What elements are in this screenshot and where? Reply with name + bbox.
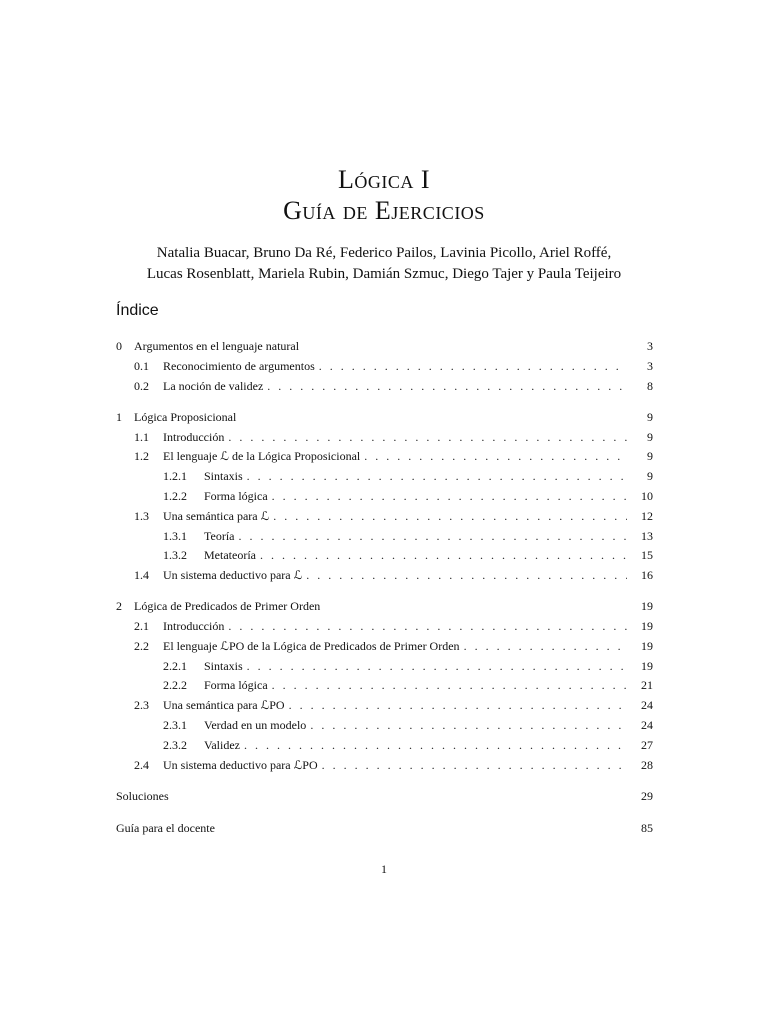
toc-entry-subsection[interactable] [116, 487, 653, 505]
toc-leader-dots [272, 487, 627, 505]
toc-leader-dots [238, 527, 627, 545]
authors-line-2: Lucas Rosenblatt, Mariela Rubin, Damián Szmuc, Diego Tajer y Paula Teijeiro [146, 266, 622, 282]
toc-leader-dots [247, 467, 627, 485]
toc-title: Una semántica para ℒ [163, 509, 270, 523]
toc-page: 3 [647, 359, 653, 373]
toc-leader-dots [244, 736, 627, 754]
toc-leader-dots [364, 447, 627, 465]
toc-entry-chapter[interactable] [116, 337, 653, 355]
toc-title: Sintaxis [204, 469, 243, 483]
toc-number: 1.4 [134, 568, 149, 582]
toc-number: 2.3.1 [163, 718, 187, 732]
toc-entry-section[interactable] [116, 696, 653, 714]
toc-entry-soluciones[interactable] [116, 787, 653, 805]
toc-title: Verdad en un modelo [204, 718, 307, 732]
toc-number: 1.3.1 [163, 529, 187, 543]
toc-page: 9 [647, 430, 653, 444]
toc-leader-dots [289, 696, 627, 714]
toc-number: 2.2.2 [163, 678, 187, 692]
toc-entry-chapter[interactable] [116, 408, 653, 426]
toc-entry-section[interactable] [116, 756, 653, 774]
toc-entry-section[interactable] [116, 377, 653, 395]
toc-title: El lenguaje ℒ de la Lógica Proposicional [163, 449, 361, 463]
toc-entry-guia-docente[interactable] [116, 819, 653, 837]
document-title-line-1: Lógica I [337, 165, 431, 194]
toc-number: 1.2.1 [163, 469, 187, 483]
toc-title: Guía para el docente [116, 821, 215, 835]
toc-title: Lógica de Predicados de Primer Orden [134, 599, 321, 613]
toc-title: Teoría [204, 529, 235, 543]
toc-leader-dots [464, 637, 627, 655]
toc-entry-section[interactable] [116, 507, 653, 525]
toc-number: 2.2 [134, 639, 149, 653]
toc-number: 0 [116, 339, 122, 353]
toc-page: 9 [647, 410, 653, 424]
toc-entry-subsection[interactable] [116, 736, 653, 754]
toc-page: 21 [641, 678, 653, 692]
toc-entry-section[interactable] [116, 566, 653, 584]
toc-title: Una semántica para ℒPO [163, 698, 285, 712]
toc-entry-subsection[interactable] [116, 527, 653, 545]
toc-page: 3 [647, 339, 653, 353]
toc-page: 24 [641, 718, 653, 732]
toc-leader-dots [306, 566, 627, 584]
toc-number: 2.2.1 [163, 659, 187, 673]
toc-page: 19 [641, 619, 653, 633]
toc-entry-section[interactable] [116, 637, 653, 655]
toc-page: 12 [641, 509, 653, 523]
toc-number: 2.1 [134, 619, 149, 633]
toc-entry-subsection[interactable] [116, 716, 653, 734]
toc-leader-dots [322, 756, 627, 774]
toc-page: 15 [641, 548, 653, 562]
toc-entry-chapter[interactable] [116, 597, 653, 615]
toc-page: 9 [647, 469, 653, 483]
toc-title: Metateoría [204, 548, 256, 562]
toc-number: 1.1 [134, 430, 149, 444]
toc-page: 9 [647, 449, 653, 463]
toc-entry-section[interactable] [116, 428, 653, 446]
toc-title: Validez [204, 738, 240, 752]
toc-number: 2.3 [134, 698, 149, 712]
authors-block [0, 243, 768, 285]
toc-leader-dots [260, 546, 627, 564]
toc-number: 1.3 [134, 509, 149, 523]
toc-page: 24 [641, 698, 653, 712]
toc-leader-dots [310, 716, 627, 734]
toc-title: Sintaxis [204, 659, 243, 673]
document-title-line-2: Guía de Ejercicios [283, 196, 485, 225]
page-number: 1 [381, 862, 387, 876]
toc-leader-dots [228, 428, 627, 446]
toc-leader-dots [272, 676, 627, 694]
toc-page: 27 [641, 738, 653, 752]
toc-page: 16 [641, 568, 653, 582]
toc-title: Reconocimiento de argumentos [163, 359, 315, 373]
toc-title: Lógica Proposicional [134, 410, 237, 424]
toc-number: 1.3.2 [163, 548, 187, 562]
toc-page: 29 [641, 789, 653, 803]
toc-number: 2.3.2 [163, 738, 187, 752]
toc-entry-subsection[interactable] [116, 467, 653, 485]
toc-number: 2.4 [134, 758, 149, 772]
toc-entry-section[interactable] [116, 447, 653, 465]
toc-title: Forma lógica [204, 678, 268, 692]
toc-number: 2 [116, 599, 122, 613]
toc-number: 1.2.2 [163, 489, 187, 503]
toc-title: Un sistema deductivo para ℒ [163, 568, 303, 582]
toc-number: 0.1 [134, 359, 149, 373]
authors-line-1: Natalia Buacar, Bruno Da Ré, Federico Pailos, Lavinia Picollo, Ariel Roffé, [156, 245, 612, 261]
toc-heading: Índice [116, 302, 159, 319]
toc-page: 85 [641, 821, 653, 835]
toc-leader-dots [247, 657, 627, 675]
toc-number: 1.2 [134, 449, 149, 463]
toc-page: 8 [647, 379, 653, 393]
toc-title: Un sistema deductivo para ℒPO [163, 758, 318, 772]
toc-leader-dots [319, 357, 627, 375]
toc-page: 10 [641, 489, 653, 503]
toc-title: Introducción [163, 430, 225, 444]
toc-number: 1 [116, 410, 122, 424]
toc-title: Forma lógica [204, 489, 268, 503]
toc-title: Argumentos en el lenguaje natural [134, 339, 300, 353]
toc-title: Soluciones [116, 789, 169, 803]
toc-leader-dots [273, 507, 627, 525]
toc-entry-subsection[interactable] [116, 676, 653, 694]
toc-page: 13 [641, 529, 653, 543]
toc-leader-dots [228, 617, 627, 635]
toc-page: 19 [641, 599, 653, 613]
toc-entry-section[interactable] [116, 357, 653, 375]
toc-entry-subsection[interactable] [116, 546, 653, 564]
toc-page: 19 [641, 639, 653, 653]
toc-title: Introducción [163, 619, 225, 633]
toc-title: La noción de validez [163, 379, 264, 393]
toc-entry-section[interactable] [116, 617, 653, 635]
toc-page: 28 [641, 758, 653, 772]
toc-page: 19 [641, 659, 653, 673]
toc-leader-dots [267, 377, 627, 395]
toc-number: 0.2 [134, 379, 149, 393]
toc-entry-subsection[interactable] [116, 657, 653, 675]
toc-title: El lenguaje ℒPO de la Lógica de Predicados de Primer Orden [163, 639, 460, 653]
